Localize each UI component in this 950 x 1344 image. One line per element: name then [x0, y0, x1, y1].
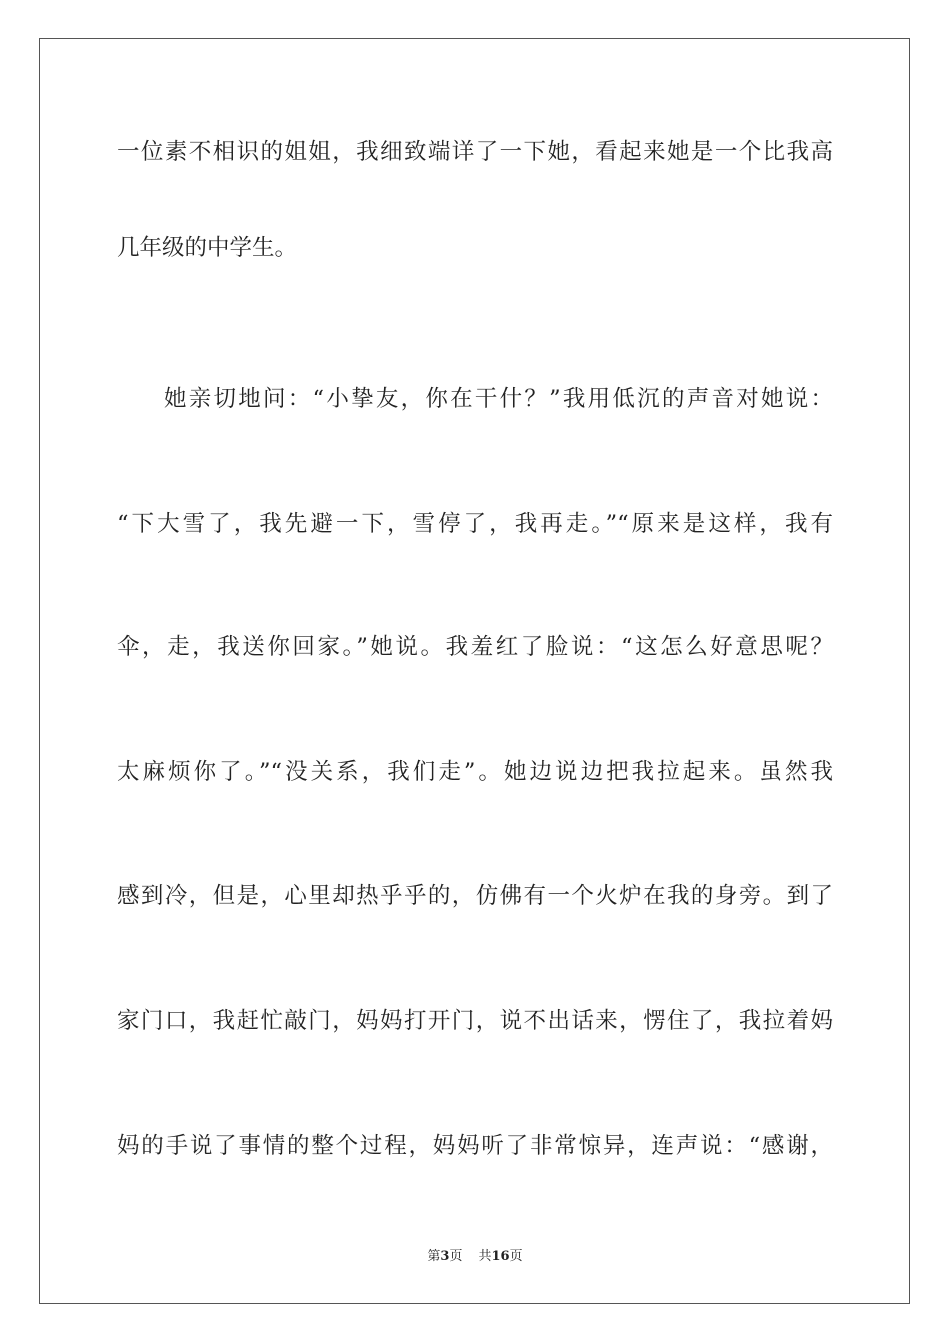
text-line-7: 感到冷，但是，心里却热乎乎的，仿佛有一个火炉在我的身旁。到了 — [117, 883, 833, 909]
total-suffix: 页 — [509, 1249, 523, 1264]
total-pages: 16 — [491, 1249, 510, 1264]
page-border — [39, 38, 910, 1304]
text-line-2: 几年级的中学生。 — [117, 235, 298, 261]
text-line-1: 一位素不相识的姐姐，我细致端详了一下她，看起来她是一个比我高 — [117, 139, 833, 165]
text-line-4: “下大雪了，我先避一下，雪停了，我再走。”“原来是这样，我有 — [117, 511, 833, 537]
text-line-6: 太麻烦你了。”“没关系，我们走”。她边说边把我拉起来。虽然我 — [117, 759, 833, 785]
page-number: 3 — [440, 1249, 450, 1264]
text-line-8: 家门口，我赶忙敲门，妈妈打开门，说不出话来，愣住了，我拉着妈 — [117, 1008, 833, 1034]
text-line-9: 妈的手说了事情的整个过程，妈妈听了非常惊异，连声说：“感谢， — [117, 1133, 833, 1159]
total-prefix: 共 — [478, 1249, 492, 1264]
page-prefix: 第 — [427, 1249, 441, 1264]
page-suffix: 页 — [449, 1249, 463, 1264]
text-line-5: 伞，走，我送你回家。”她说。我羞红了脸说：“这怎么好意思呢？ — [117, 634, 833, 660]
page-footer — [0, 1248, 950, 1266]
text-line-3: 她亲切地问：“小挚友，你在干什？”我用低沉的声音对她说： — [164, 386, 833, 412]
